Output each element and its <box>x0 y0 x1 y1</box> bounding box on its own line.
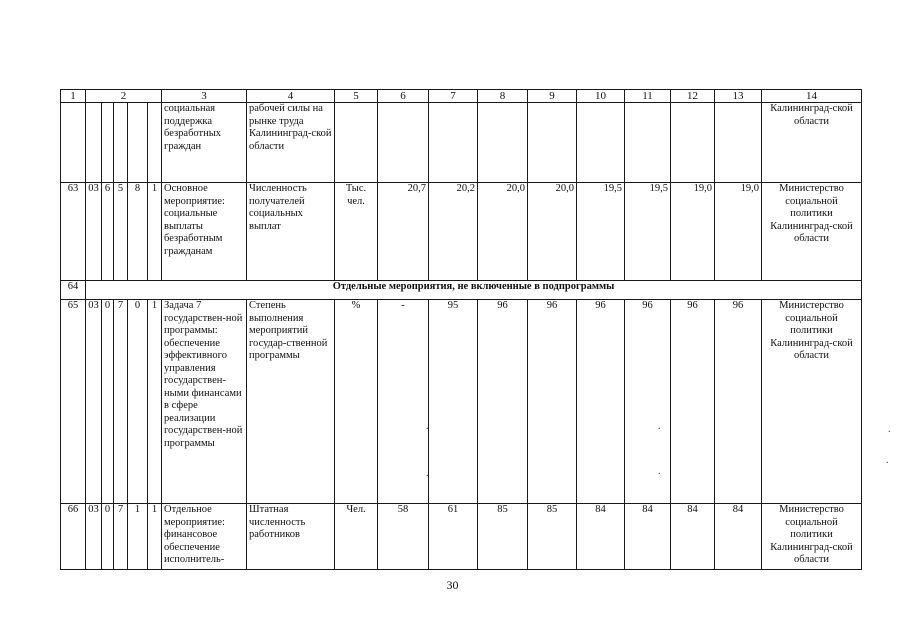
value-cell: 85 <box>528 504 577 570</box>
code-cell: 1 <box>148 300 162 504</box>
value-cell: 19,0 <box>671 183 715 281</box>
value-cell: 20,7 <box>378 183 429 281</box>
row-number-cell <box>61 103 86 183</box>
header-cell-11: 11 <box>625 90 671 103</box>
table-row-66 <box>61 504 862 570</box>
header-cell-7: 7 <box>429 90 478 103</box>
responsible-cell: Министерство социальной политики Калининград-ской области <box>762 504 862 570</box>
table-row-63 <box>61 183 862 281</box>
value-cell <box>478 103 528 183</box>
scan-speck: . <box>426 421 429 432</box>
code-cell: 6 <box>102 183 114 281</box>
scan-speck: . <box>888 424 891 435</box>
value-cell: 20,2 <box>429 183 478 281</box>
value-cell: 58 <box>378 504 429 570</box>
code-cell: 1 <box>128 504 148 570</box>
value-cell: 84 <box>715 504 762 570</box>
table-row-continuation <box>61 103 862 183</box>
value-cell: 61 <box>429 504 478 570</box>
header-cell-13: 13 <box>715 90 762 103</box>
measure-name-cell: социальная поддержка безработных граждан <box>162 103 247 183</box>
header-cell-8: 8 <box>478 90 528 103</box>
value-cell: 96 <box>715 300 762 504</box>
scan-speck: . <box>426 468 429 479</box>
page-number: 30 <box>446 578 459 592</box>
code-cell <box>128 103 148 183</box>
code-cell <box>102 103 114 183</box>
code-cell: 0 <box>102 504 114 570</box>
value-cell: 96 <box>478 300 528 504</box>
indicator-name-cell: Численность получателей социальных выплат <box>247 183 335 281</box>
unit-cell: % <box>335 300 378 504</box>
code-cell <box>86 103 102 183</box>
code-cell: 7 <box>114 300 128 504</box>
header-cell-2: 2 <box>86 90 162 103</box>
unit-cell: Тыс. чел. <box>335 183 378 281</box>
value-cell: 95 <box>429 300 478 504</box>
value-cell <box>625 103 671 183</box>
value-cell: 19,5 <box>577 183 625 281</box>
code-cell: 03 <box>86 504 102 570</box>
scan-speck: . <box>658 466 661 477</box>
responsible-cell: Министерство социальной политики Калининград-ской области <box>762 300 862 504</box>
scan-speck: . <box>658 421 661 432</box>
value-cell <box>715 103 762 183</box>
code-cell: 03 <box>86 183 102 281</box>
value-cell: 20,0 <box>528 183 577 281</box>
row-number-cell: 64 <box>61 281 86 300</box>
table-row-65 <box>61 300 862 504</box>
value-cell <box>378 103 429 183</box>
value-cell: 96 <box>671 300 715 504</box>
measure-name-cell: Отдельное мероприятие: финансовое обеспечение исполнитель- <box>162 504 247 570</box>
value-cell <box>671 103 715 183</box>
scan-speck: . <box>886 455 889 466</box>
measure-name-cell: Основное мероприятие: социальные выплаты безработным гражданам <box>162 183 247 281</box>
header-row <box>61 90 862 103</box>
code-cell: 0 <box>102 300 114 504</box>
row-number-cell: 66 <box>61 504 86 570</box>
value-cell: 19,5 <box>625 183 671 281</box>
header-cell-6: 6 <box>378 90 429 103</box>
header-cell-12: 12 <box>671 90 715 103</box>
value-cell: 96 <box>625 300 671 504</box>
header-cell-10: 10 <box>577 90 625 103</box>
code-cell: 7 <box>114 504 128 570</box>
value-cell: 85 <box>478 504 528 570</box>
value-cell <box>577 103 625 183</box>
row-number-cell: 63 <box>61 183 86 281</box>
code-cell: 1 <box>148 183 162 281</box>
code-cell: 03 <box>86 300 102 504</box>
header-cell-9: 9 <box>528 90 577 103</box>
header-cell-4: 4 <box>247 90 335 103</box>
value-cell: 19,0 <box>715 183 762 281</box>
row-number-cell: 65 <box>61 300 86 504</box>
responsible-cell: Калининград-ской области <box>762 103 862 183</box>
code-cell <box>114 103 128 183</box>
value-cell <box>429 103 478 183</box>
table-row-64 <box>61 281 862 300</box>
value-cell: 96 <box>528 300 577 504</box>
unit-cell: Чел. <box>335 504 378 570</box>
code-cell: 8 <box>128 183 148 281</box>
code-cell: 1 <box>148 504 162 570</box>
code-cell <box>148 103 162 183</box>
value-cell: 96 <box>577 300 625 504</box>
header-cell-5: 5 <box>335 90 378 103</box>
responsible-cell: Министерство социальной политики Калининград-ской области <box>762 183 862 281</box>
code-cell: 5 <box>114 183 128 281</box>
measure-name-cell: Задача 7 государствен-ной программы: обеспечение эффективного управления государствен-ными финансами в сфере реализации государствен-ной программы <box>162 300 247 504</box>
value-cell: 84 <box>671 504 715 570</box>
code-cell: 0 <box>128 300 148 504</box>
value-cell: 20,0 <box>478 183 528 281</box>
section-title: Отдельные мероприятия, не включенные в подпрограммы <box>86 281 862 300</box>
indicator-name-cell: Степень выполнения мероприятий государ-ственной программы <box>247 300 335 504</box>
unit-cell <box>335 103 378 183</box>
indicator-name-cell: Штатная численность работников <box>247 504 335 570</box>
value-cell <box>528 103 577 183</box>
value-cell: 84 <box>577 504 625 570</box>
indicators-table <box>60 89 862 570</box>
header-cell-3: 3 <box>162 90 247 103</box>
value-cell: - <box>378 300 429 504</box>
header-cell-1: 1 <box>61 90 86 103</box>
indicator-name-cell: рабочей силы на рынке труда Калининград-ской области <box>247 103 335 183</box>
header-cell-14: 14 <box>762 90 862 103</box>
value-cell: 84 <box>625 504 671 570</box>
